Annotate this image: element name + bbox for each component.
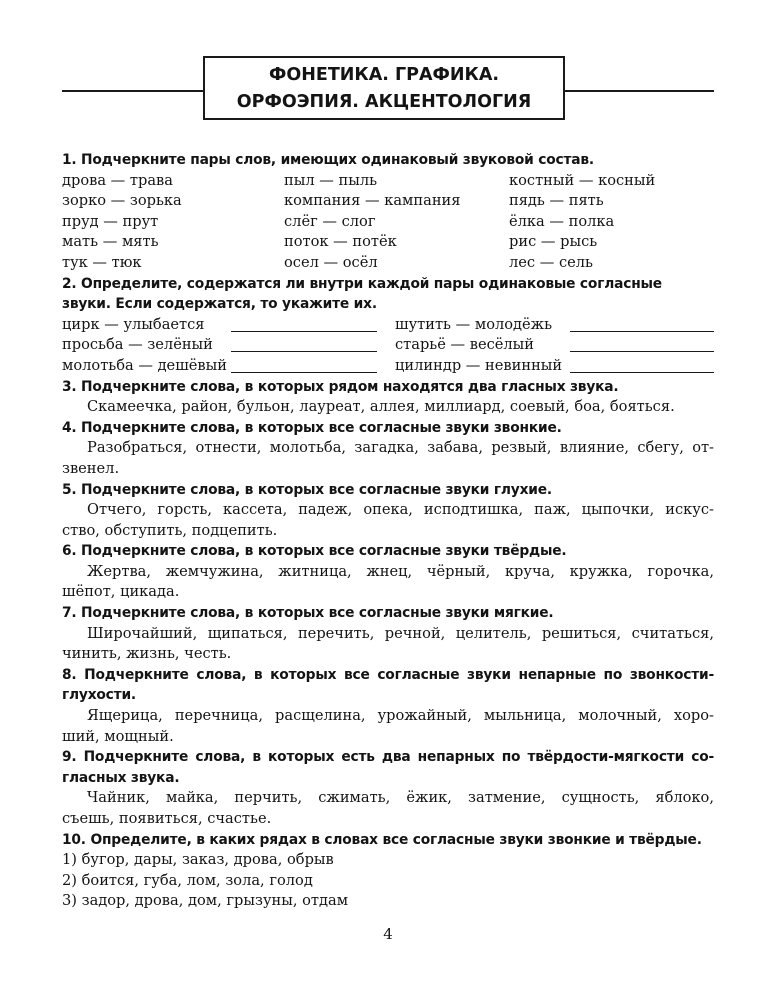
task5-words-cont[interactable]: ство, обступить, подцепить. [62, 521, 278, 539]
answer-blank[interactable] [570, 356, 714, 373]
word-pair: молотьба — дешёвый [62, 356, 227, 374]
task1-row [62, 232, 714, 253]
task8-words-cont[interactable]: ший, мощный. [62, 727, 174, 745]
task4-words[interactable]: Разобраться, отнести, молотьба, загадка, забава, резвый, влияние, сбегу, от- [87, 439, 714, 457]
section-title-box [203, 56, 565, 120]
word-pair: осел — осёл [284, 253, 378, 271]
answer-blank[interactable] [231, 335, 377, 352]
task9-question: 9. Подчеркните слова, в которых есть два непарных по твёрдости-мягкости со- [62, 749, 714, 766]
task6-words[interactable]: Жертва, жемчужина, житница, жнец, чёрный, круча, кружка, горочка, [87, 562, 714, 580]
answer-blank[interactable] [570, 335, 714, 352]
word-pair: старьё — весёлый [395, 336, 535, 354]
word-pair: тук — тюк [62, 253, 142, 271]
task7-question: 7. Подчеркните слова, в которых все согласные звуки мягкие. [62, 605, 554, 622]
task5-words[interactable]: Отчего, горсть, кассета, падеж, опека, исподтишка, паж, цыпочки, искус- [87, 501, 714, 519]
task2-row [62, 335, 714, 356]
section-title-line2: ОРФОЭПИЯ. АКЦЕНТОЛОГИЯ [236, 92, 532, 112]
task8-words[interactable]: Ящерица, перечница, расщелина, урожайный, мыльница, молочный, хоро- [87, 707, 714, 725]
word-pair: дрова — трава [62, 171, 173, 189]
word-pair: компания — кампания [284, 192, 461, 210]
word-pair: зорко — зорька [62, 192, 182, 210]
task4-words-cont[interactable]: звенел. [62, 459, 120, 477]
task2-question-cont: звуки. Если содержатся, то укажите их. [62, 296, 377, 313]
task9-words[interactable]: Чайник, майка, перчить, сжимать, ёжик, затмение, сущность, яблоко, [87, 789, 714, 807]
task1-row [62, 212, 714, 233]
word-pair: ёлка — полка [509, 212, 615, 230]
word-pair: просьба — зелёный [62, 336, 213, 354]
task2-question: 2. Определите, содержатся ли внутри каждой пары одинаковые согласные [62, 275, 662, 292]
word-pair: цирк — улыбается [62, 315, 205, 333]
task6-question: 6. Подчеркните слова, в которых все согласные звуки твёрдые. [62, 543, 567, 560]
task10-option-3[interactable]: 3) задор, дрова, дом, грызуны, отдам [62, 892, 349, 910]
task5-question: 5. Подчеркните слова, в которых все согласные звуки глухие. [62, 481, 552, 498]
task10-option-1[interactable]: 1) бугор, дары, заказ, дрова, обрыв [62, 851, 334, 869]
word-pair: рис — рысь [509, 233, 598, 251]
word-pair: цилиндр — невинный [395, 356, 563, 374]
task7-words-cont[interactable]: чинить, жизнь, честь. [62, 645, 232, 663]
word-pair: пядь — пять [509, 192, 604, 210]
word-pair: пыл — пыль [284, 171, 378, 189]
page-number: 4 [383, 925, 393, 943]
task1-row [62, 171, 714, 192]
task3-question: 3. Подчеркните слова, в которых рядом находятся два гласных звука. [62, 378, 619, 395]
task8-question-cont: глухости. [62, 687, 136, 704]
answer-blank[interactable] [570, 315, 714, 332]
task10-question: 10. Определите, в каких рядах в словах все согласные звуки звонкие и твёрдые. [62, 831, 702, 848]
task1-question: 1. Подчеркните пары слов, имеющих одинаковый звуковой состав. [62, 152, 594, 168]
task9-question-cont: гласных звука. [62, 769, 180, 786]
word-pair: лес — сель [509, 253, 593, 271]
task8-question: 8. Подчеркните слова, в которых все согласные звуки непарные по звонкости- [62, 666, 714, 683]
word-pair: шутить — молодёжь [395, 315, 553, 333]
task7-words[interactable]: Широчайший, щипаться, перечить, речной, целитель, решиться, считаться, [87, 624, 714, 642]
task2-row [62, 356, 714, 377]
section-title-line1: ФОНЕТИКА. ГРАФИКА. [268, 65, 500, 85]
task2-row [62, 315, 714, 336]
task1-row [62, 191, 714, 212]
word-pair: мать — мять [62, 233, 159, 251]
task1-row [62, 253, 714, 274]
task4-question: 4. Подчеркните слова, в которых все согласные звуки звонкие. [62, 419, 562, 436]
task3-words[interactable]: Скамеечка, район, бульон, лауреат, аллея, миллиард, соевый, боа, бояться. [87, 398, 675, 416]
word-pair: костный — косный [509, 171, 656, 189]
word-pair: поток — потёк [284, 233, 397, 251]
task6-words-cont[interactable]: шёпот, цикада. [62, 583, 180, 601]
task10-option-2[interactable]: 2) боится, губа, лом, зола, голод [62, 871, 313, 889]
answer-blank[interactable] [231, 315, 377, 332]
task9-words-cont[interactable]: съешь, появиться, счастье. [62, 810, 272, 827]
word-pair: слёг — слог [284, 212, 376, 230]
answer-blank[interactable] [231, 356, 377, 373]
exercise-list [62, 150, 714, 912]
word-pair: пруд — прут [62, 212, 159, 230]
